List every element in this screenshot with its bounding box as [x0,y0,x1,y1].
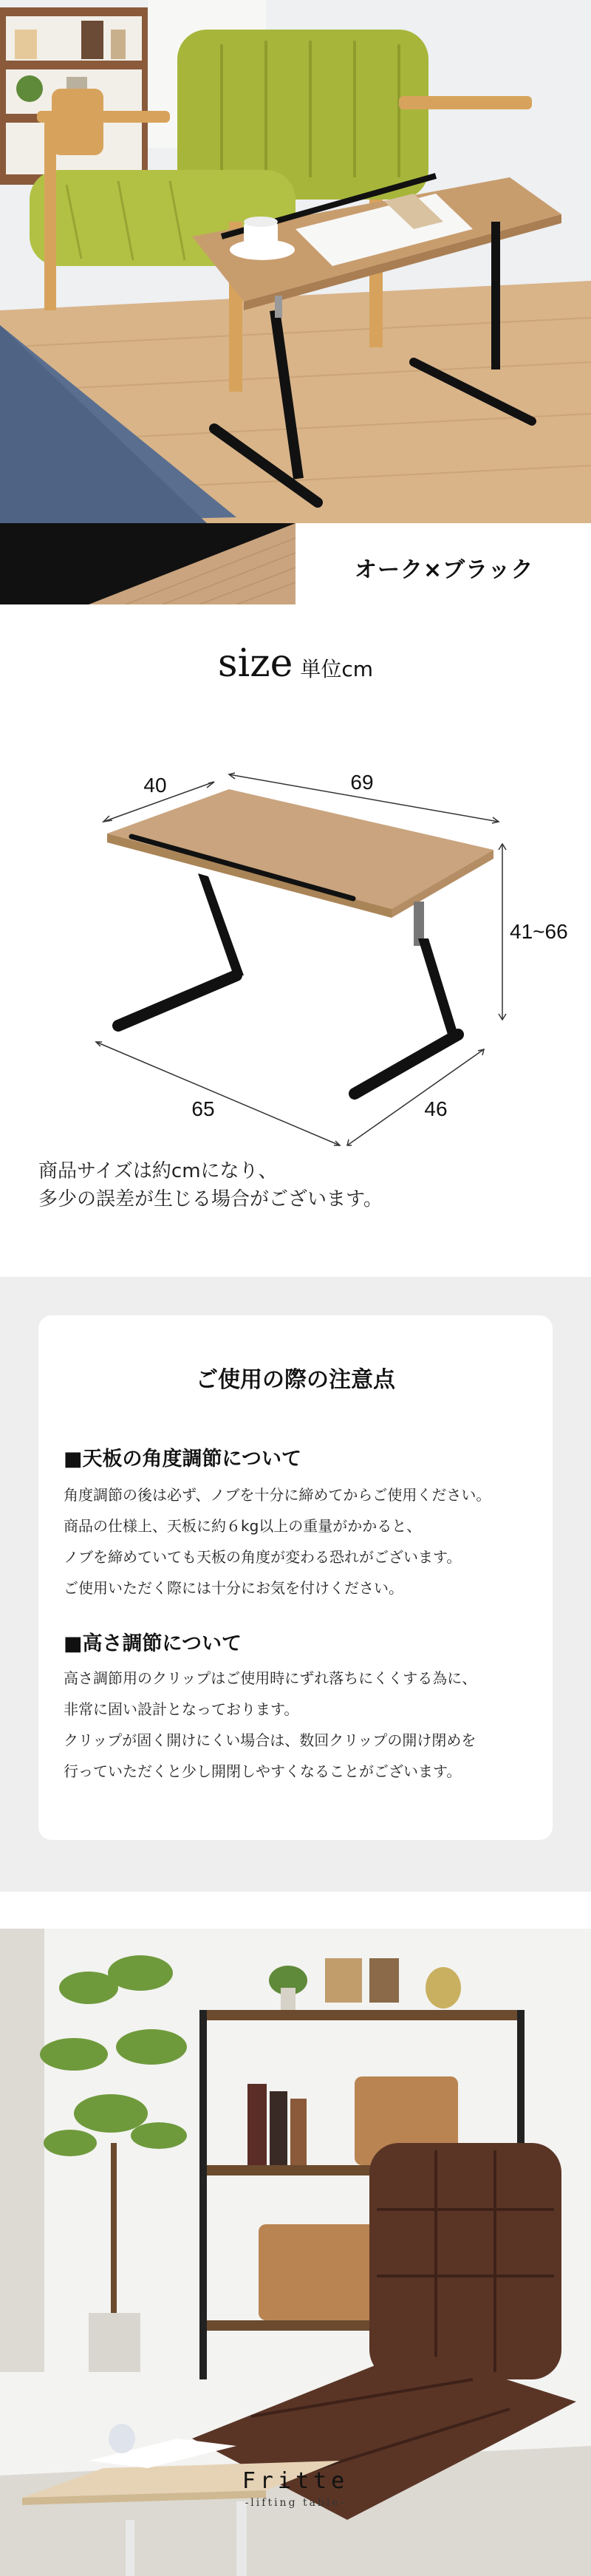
caution-line: 非常に固い設計となっております。 [64,1700,299,1718]
caution-line: 行っていただくと少し開閉しやすくなることがございます。 [64,1762,462,1780]
caution-line: クリップが固く開けにくい場合は、数回クリップの開け閉めを [64,1731,476,1749]
dim-width: 69 [350,771,374,794]
caution-heading-height: ■高さ調節について [64,1632,242,1655]
caution-line: ご使用いただく際には十分にお気を付けください。 [64,1579,403,1597]
table-dimension-drawing [0,754,591,1153]
brand-name: Fritte [242,2468,349,2494]
caution-title: ご使用の際の注意点 [196,1367,395,1393]
color-swatch-band [0,523,591,604]
lifestyle-photo [0,1929,591,2576]
caution-card [38,1315,553,1840]
color-label: オーク×ブラック [355,557,534,583]
caution-line: ノブを締めていても天板の角度が変わる恐れがございます。 [64,1548,462,1566]
size-note-line: 多少の誤差が生じる場合がございます。 [38,1188,383,1210]
brand-block [0,2468,591,2509]
caution-line: 角度調節の後は必ず、ノブを十分に締めてからご使用ください。 [64,1486,491,1504]
caution-body-height [64,1663,476,1787]
dim-depth: 40 [143,774,167,797]
dim-leg-length: 65 [191,1097,215,1120]
hero-photo [0,0,591,523]
dim-leg-width: 46 [424,1097,448,1120]
dim-height: 41~66 [510,920,568,943]
size-heading: size [217,641,293,686]
oak-swatch [0,523,296,604]
caution-line: 高さ調節用のクリップはご使用時にずれ落ちにくくする為に、 [64,1669,477,1687]
caution-body-angle [64,1479,491,1604]
size-diagram [0,754,591,1153]
caution-line: 商品の仕様上、天板に約６kg以上の重量がかかると、 [64,1517,422,1535]
brand-tagline: -lifting table- [245,2497,346,2509]
caution-heading-angle: ■天板の角度調節について [64,1448,301,1471]
size-title [0,641,591,686]
size-note [38,1157,383,1213]
size-unit: 単位cm [300,657,374,681]
hero-illustration [0,0,591,523]
size-note-line: 商品サイズは約cmになり、 [38,1160,278,1182]
